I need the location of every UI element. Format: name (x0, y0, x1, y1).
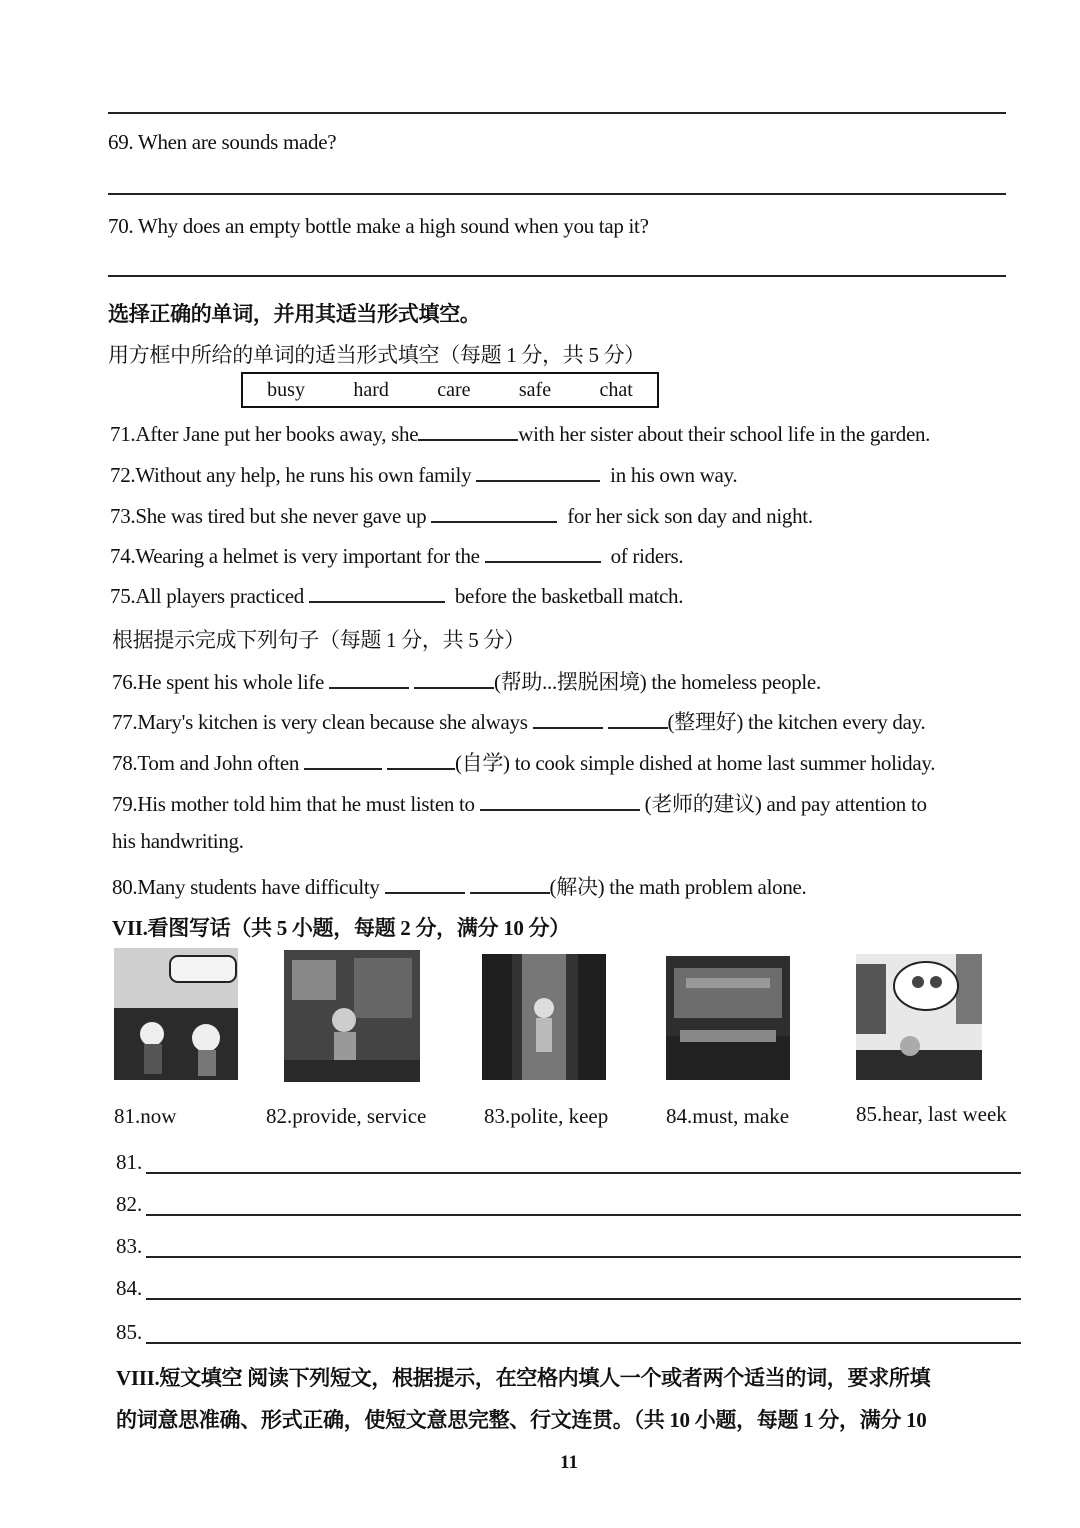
answer-label-81: 81. (116, 1150, 143, 1174)
question-78-text: 78.Tom and John often (112, 751, 300, 775)
question-73 (110, 503, 813, 529)
page-number: 11 (560, 1452, 578, 1473)
answer-row-85[interactable] (116, 1320, 142, 1345)
blank-79[interactable] (480, 791, 640, 811)
picture-84 (666, 956, 790, 1080)
question-75-tail: before the basketball match. (454, 584, 684, 608)
answer-line-68[interactable] (108, 112, 1006, 114)
section-title-word-form: 选择正确的单词，并用其适当形式填空。 (108, 302, 481, 326)
blank-80b[interactable] (470, 874, 550, 894)
question-80 (112, 871, 807, 901)
blank-80a[interactable] (385, 874, 465, 894)
question-71-tail: with her sister about their school life in the garden. (518, 422, 931, 446)
section-instruction-word-form: 用方框中所给的单词的适当形式填空（每题 1 分，共 5 分） (108, 343, 645, 367)
blank-72[interactable] (476, 462, 600, 482)
picture-82-illustration (284, 950, 420, 1082)
section-instruction-cloze: 的词意思准确、形式正确，使短文意思完整、行文连贯。（共 10 小题，每题 1 分，满分 10 (116, 1408, 927, 1432)
answer-line-70[interactable] (108, 275, 1006, 277)
question-72-text: 72.Without any help, he runs his own family (110, 463, 472, 487)
answer-label-83: 83. (116, 1234, 143, 1258)
question-72-tail: in his own way. (610, 463, 738, 487)
blank-75[interactable] (309, 583, 445, 603)
blank-77b[interactable] (608, 709, 668, 729)
picture-label-83: 83.polite, keep (484, 1104, 609, 1128)
answer-rule-83[interactable] (146, 1256, 1021, 1258)
question-80-tail: (解决) the math problem alone. (549, 875, 807, 899)
question-75-text: 75.All players practiced (110, 584, 304, 608)
answer-rule-81[interactable] (146, 1172, 1021, 1174)
answer-rule-84[interactable] (146, 1298, 1021, 1300)
section-title-cloze: VIII.短文填空 阅读下列短文，根据提示，在空格内填人一个或者两个适当的词，要求所填 (116, 1366, 931, 1390)
answer-rule-85[interactable] (146, 1342, 1021, 1344)
answer-label-82: 82. (116, 1192, 143, 1216)
blank-76b[interactable] (414, 669, 494, 689)
question-78 (112, 747, 935, 777)
question-74-text: 74.Wearing a helmet is very important for the (110, 544, 480, 568)
question-75 (110, 583, 683, 609)
question-73-text: 73.She was tired but she never gave up (110, 504, 427, 528)
answer-row-82[interactable] (116, 1192, 142, 1217)
word-busy: busy (267, 378, 305, 401)
question-76 (112, 666, 821, 696)
question-69: 69. When are sounds made? (108, 130, 337, 154)
question-74-tail: of riders. (610, 544, 684, 568)
answer-line-69[interactable] (108, 193, 1006, 195)
question-77 (112, 706, 925, 736)
picture-83 (482, 954, 606, 1080)
question-71 (110, 421, 930, 447)
blank-77a[interactable] (533, 709, 603, 729)
question-79-text: 79.His mother told him that he must listen to (112, 792, 475, 816)
answer-row-83[interactable] (116, 1234, 142, 1259)
question-80-text: 80.Many students have difficulty (112, 875, 380, 899)
question-77-tail: (整理好) the kitchen every day. (667, 710, 926, 734)
picture-81 (114, 948, 238, 1080)
word-chat: chat (599, 378, 633, 401)
answer-label-85: 85. (116, 1320, 143, 1344)
picture-83-illustration (482, 954, 606, 1080)
picture-84-illustration (666, 956, 790, 1080)
question-78-tail: (自学) to cook simple dished at home last summer holiday. (454, 751, 936, 775)
question-77-text: 77.Mary's kitchen is very clean because she always (112, 710, 528, 734)
blank-73[interactable] (431, 503, 557, 523)
blank-76a[interactable] (329, 669, 409, 689)
picture-label-84: 84.must, make (666, 1104, 790, 1128)
picture-label-82: 82.provide, service (266, 1104, 427, 1128)
blank-71[interactable] (418, 421, 518, 441)
word-hard: hard (353, 378, 389, 401)
picture-label-85: 85.hear, last week (856, 1102, 1007, 1126)
answer-row-84[interactable] (116, 1276, 142, 1301)
answer-label-84: 84. (116, 1276, 143, 1300)
question-79-tail: (老师的建议) and pay attention to (644, 792, 927, 816)
blank-74[interactable] (485, 543, 601, 563)
question-73-tail: for her sick son day and night. (567, 504, 813, 528)
picture-label-81: 81.now (114, 1104, 177, 1128)
word-care: care (437, 378, 471, 401)
blank-78b[interactable] (387, 750, 455, 770)
question-71-text: 71.After Jane put her books away, she (110, 422, 419, 446)
answer-rule-82[interactable] (146, 1214, 1021, 1216)
question-72 (110, 462, 737, 488)
question-70: 70. Why does an empty bottle make a high sound when you tap it? (108, 214, 649, 238)
word-safe: safe (518, 378, 552, 401)
question-76-tail: (帮助...摆脱困境) the homeless people. (493, 670, 821, 694)
section-instruction-hint: 根据提示完成下列句子（每题 1 分，共 5 分） (112, 628, 525, 652)
picture-85 (856, 954, 982, 1080)
picture-85-illustration (856, 954, 982, 1080)
answer-row-81[interactable] (116, 1150, 142, 1175)
question-76-text: 76.He spent his whole life (112, 670, 325, 694)
question-74 (110, 543, 683, 569)
question-79 (112, 788, 927, 818)
blank-78a[interactable] (304, 750, 382, 770)
section-title-pictures: VII.看图写话（共 5 小题，每题 2 分，满分 10 分） (112, 916, 570, 940)
picture-81-illustration (114, 948, 238, 1080)
question-79-continued: his handwriting. (112, 829, 244, 853)
picture-82 (284, 950, 420, 1082)
word-box (241, 372, 659, 408)
